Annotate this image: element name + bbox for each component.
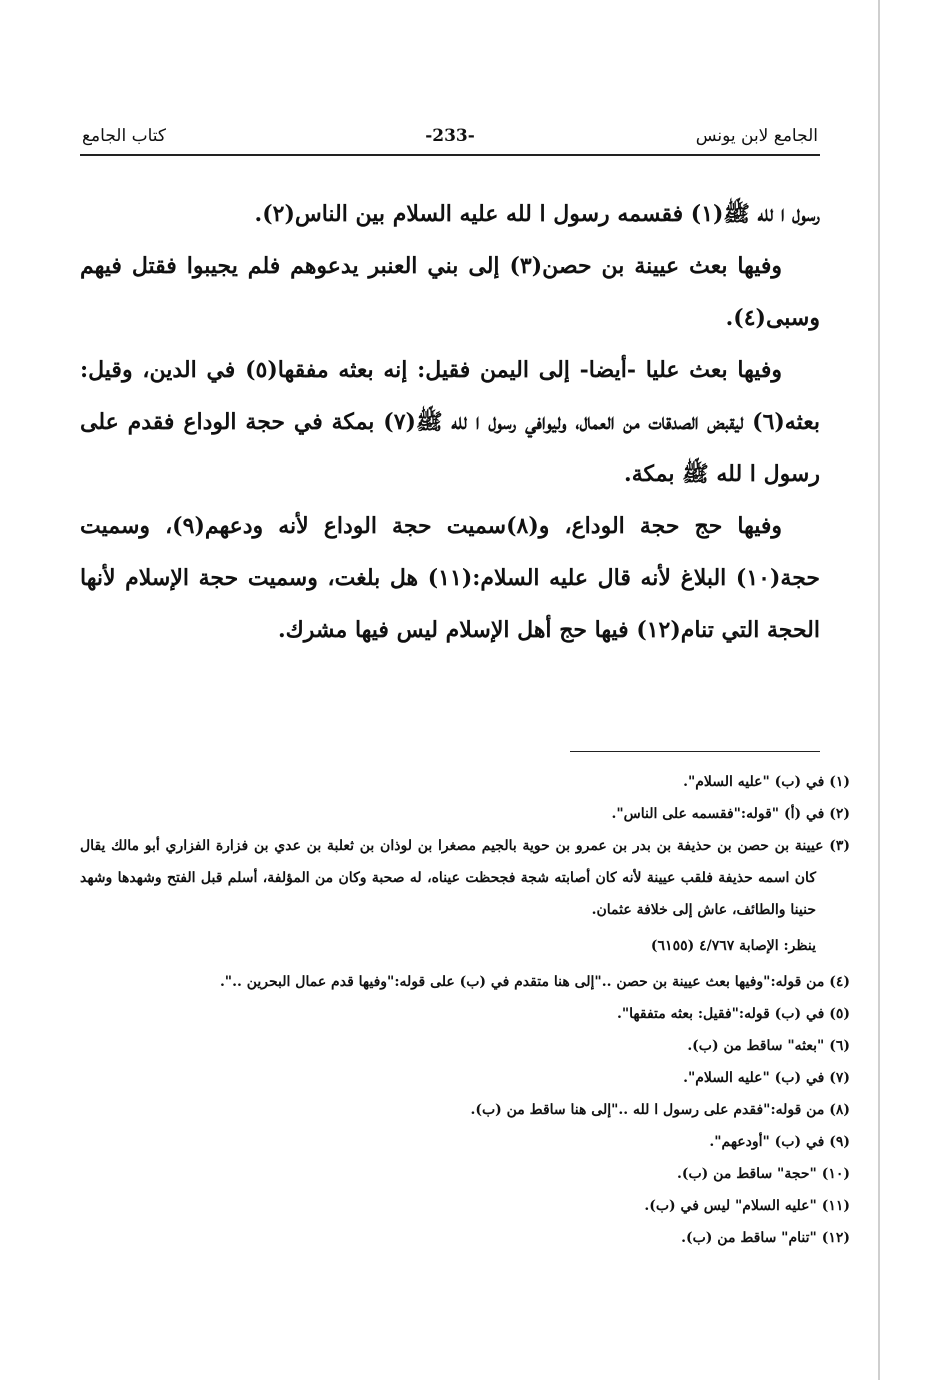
footnotes bbox=[80, 766, 850, 1254]
header-chapter-title: كتاب الجامع bbox=[82, 126, 167, 146]
footnote-separator bbox=[570, 751, 820, 752]
footnote: (٢) في (أ) "قوله:"فقسمه على الناس". bbox=[611, 806, 850, 822]
footnote-source: ينظر: الإصابة ٤/٧٦٧ (٦١٥٥) bbox=[650, 938, 816, 954]
footnote: (٥) في (ب) قوله:"فقيل: بعثه متفقها". bbox=[616, 1006, 850, 1022]
paragraph: وفيها بعث عليا -أيضا- إلى اليمن فقيل: إنه بعثه مفقها(٥) في الدين، وقيل: بعثه(٦) ليقبض الصدقات من العمال، وليوافي رسول ا لله ﷺ(٧) بمكة في حجة الوداع فقدم على رسول ا لله ﷺ بمكة. bbox=[80, 357, 820, 487]
footnote: (٣) عيينة بن حصن بن حذيفة بن بدر بن عمرو بن حوية بالجيم مصغرا بن لوذان بن ثعلبة بن عدي بن فزارة الفزاري أبو مالك يقال كان اسمه حذيفة فلقب عيينة لأنه كان أصابته شجة فجحظت عيناه، له صحبة وكان من المؤلفة، أسلم قبل الفتح وشهدها وشهد حنينا والطائف، عاش إلى خلافة عثمان. bbox=[80, 838, 850, 918]
footnote: (١) في (ب) "عليه السلام". bbox=[683, 774, 850, 790]
page-number: -233- bbox=[425, 126, 475, 146]
footnote: (١١) "عليه السلام" ليس في (ب). bbox=[644, 1198, 850, 1214]
footnote: (١٢) "تنام" ساقط من (ب). bbox=[681, 1230, 850, 1246]
footnote: (٩) في (ب) "أودعهم". bbox=[709, 1134, 850, 1150]
footnote: (١٠) "حجة" ساقط من (ب). bbox=[676, 1166, 850, 1182]
paragraph: وفيها حج حجة الوداع، و(٨)سميت حجة الوداع لأنه ودعهم(٩)، وسميت حجة(١٠) البلاغ لأنه قال عليه السلام:(١١) هل بلغت، وسميت حجة الإسلام لأنها الحجة التي تنام(١٢) فيها حج أهل الإسلام ليس فيها مشرك. bbox=[80, 513, 820, 643]
running-header bbox=[80, 120, 820, 156]
main-text bbox=[80, 188, 820, 656]
footnote: (٧) في (ب) "عليه السلام". bbox=[683, 1070, 850, 1086]
paragraph: رسول ا لله ﷺ(١) فقسمه رسول ا لله عليه السلام بين الناس(٢). bbox=[254, 201, 820, 227]
footnote: (٨) من قوله:"فقدم على رسول ا لله .."إلى هنا ساقط من (ب). bbox=[470, 1102, 850, 1118]
paragraph: وفيها بعث عيينة بن حصن(٣) إلى بني العنبر يدعوهم فلم يجيبوا فقتل فيهم وسبى(٤). bbox=[80, 253, 820, 331]
footnote: (٤) من قوله:"وفيها بعث عيينة بن حصن .."إلى هنا متقدم في (ب) على قوله:"وفيها قدم عمال البحرين ..". bbox=[219, 974, 850, 990]
page-edge-line bbox=[878, 0, 880, 1380]
footnote: (٦) "بعثه" ساقط من (ب). bbox=[687, 1038, 850, 1054]
header-book-title: الجامع لابن يونس bbox=[695, 126, 818, 146]
